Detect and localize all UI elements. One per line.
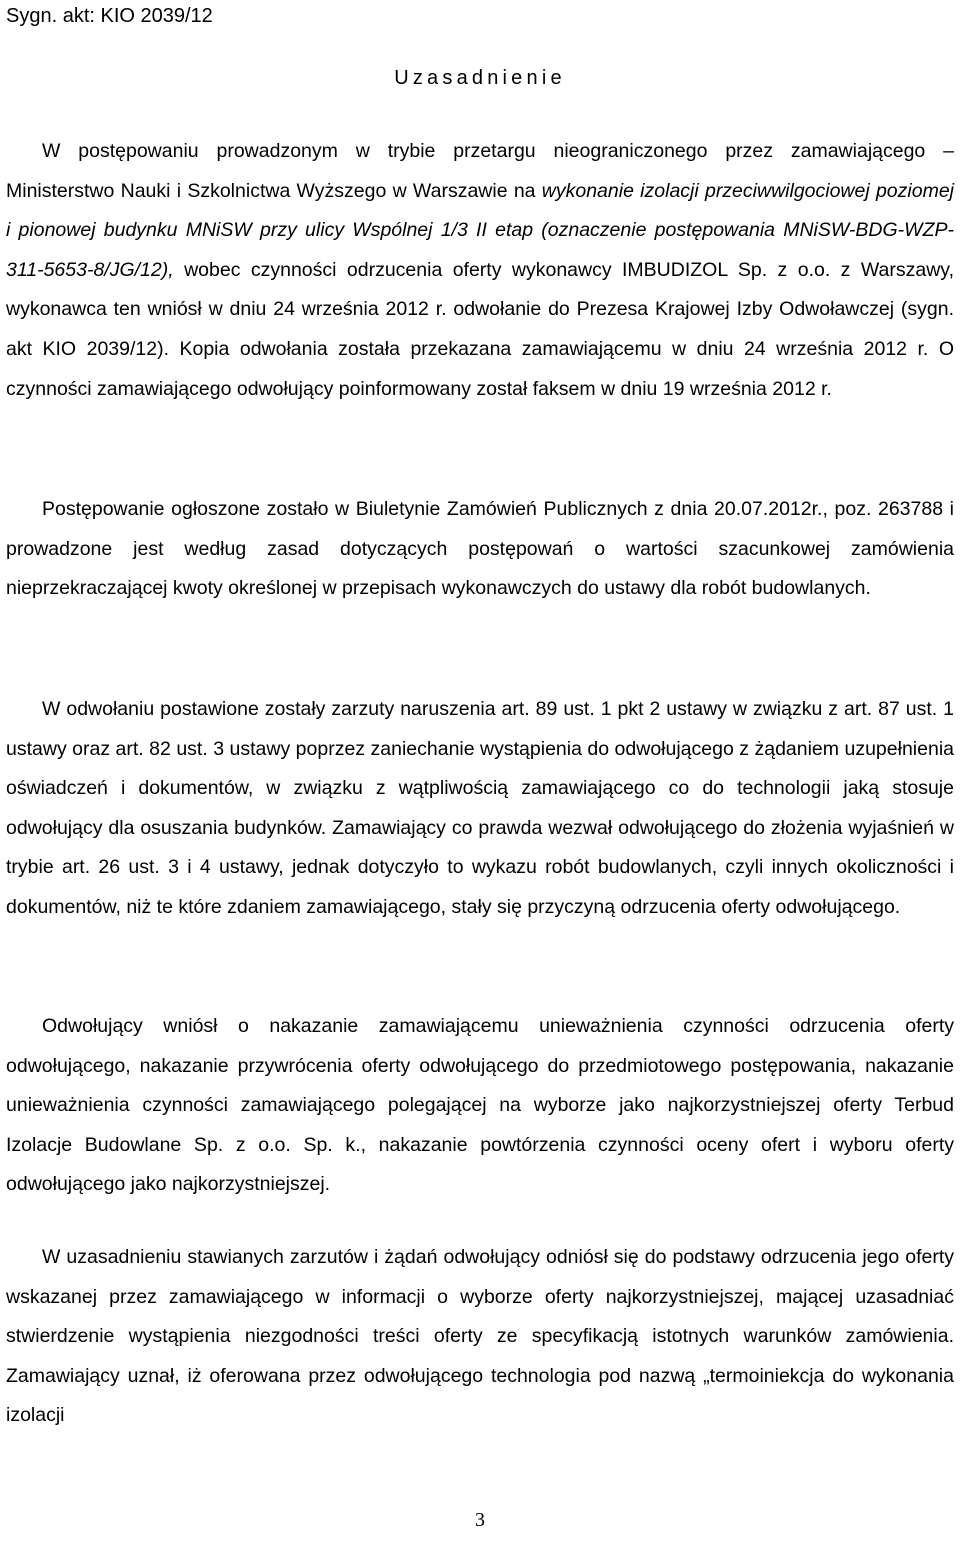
paragraph-1-subject-italic: wykonanie izolacji przeciwwilgociowej poziomej i pionowej budynku MNiSW przy ulicy Wspólnej 1/3 II etap (oznaczenie postępowania MNiSW-BDG-WZP-311-5653-8/JG/12), xyxy=(6,179,954,281)
paragraph-1 xyxy=(6,132,954,409)
paragraph-1-text-c: wobec czynności odrzucenia oferty wykonawcy IMBUDIZOL Sp. z o.o. z Warszawy, wykonawca ten wniósł w dniu 24 września 2012 r. odwołanie do Prezesa Krajowej Izby Odwoławczej (sygn. akt KIO 2039/12). Kopia odwołania została przekazana zamawiającemu w dniu 24 września 2012 r. O czynności zamawiającego odwołujący poinformowany został faksem w dniu 19 września 2012 r. xyxy=(6,258,954,400)
page-number: 3 xyxy=(475,1509,485,1531)
paragraph-3: W odwołaniu postawione zostały zarzuty naruszenia art. 89 ust. 1 pkt 2 ustawy w związku z art. 87 ust. 1 ustawy oraz art. 82 ust. 3 ustawy poprzez zaniechanie wystąpienia do odwołującego z żądaniem uzupełnienia oświadczeń i dokumentów, w związku z wątpliwością zamawiającego co do technologii jaką stosuje odwołujący dla osuszania budynków. Zamawiający co prawda wezwał odwołującego do złożenia wyjaśnień w trybie art. 26 ust. 3 i 4 ustawy, jednak dotyczyło to wykazu robót budowlanych, czyli innych okoliczności i dokumentów, niż te które zdaniem zamawiającego, stały się przyczyną odrzucenia oferty odwołującego. xyxy=(6,698,954,918)
paragraph-1-text-a: W postępowaniu prowadzonym w trybie przetargu nieograniczonego przez zamawiającego – Ministerstwo Nauki i Szkolnictwa Wyższego w Warszawie na xyxy=(6,140,954,202)
paragraph-2: Postępowanie ogłoszone zostało w Biuletynie Zamówień Publicznych z dnia 20.07.2012r., poz. 263788 i prowadzone jest według zasad dotyczących postępowań o wartości szacunkowej zamówienia nieprzekraczającej kwoty określonej w przepisach wykonawczych do ustawy dla robót budowlanych. xyxy=(6,498,954,600)
section-heading: Uzasadnienie xyxy=(394,67,566,89)
paragraph-4: Odwołujący wniósł o nakazanie zamawiającemu unieważnienia czynności odrzucenia oferty odwołującego, nakazanie przywrócenia oferty odwołującego do przedmiotowego postępowania, nakazanie unieważnienia czynności zamawiającego polegającej na wyborze jako najkorzystniejszej oferty Terbud Izolacje Budowlane Sp. z o.o. Sp. k., nakazanie powtórzenia czynności oceny ofert i wyboru oferty odwołującego jako najkorzystniejszej. xyxy=(6,1015,954,1196)
case-signature: Sygn. akt: KIO 2039/12 xyxy=(6,5,213,27)
paragraph-5: W uzasadnieniu stawianych zarzutów i żądań odwołujący odniósł się do podstawy odrzucenia jego oferty wskazanej przez zamawiającego w informacji o wyborze oferty najkorzystniejszej, mającej uzasadniać stwierdzenie wystąpienia niezgodności treści oferty ze specyfikacją istotnych warunków zamówienia. Zamawiający uznał, iż oferowana przez odwołującego technologia pod nazwą „termoiniekcja do wykonania izolacji xyxy=(6,1246,954,1427)
